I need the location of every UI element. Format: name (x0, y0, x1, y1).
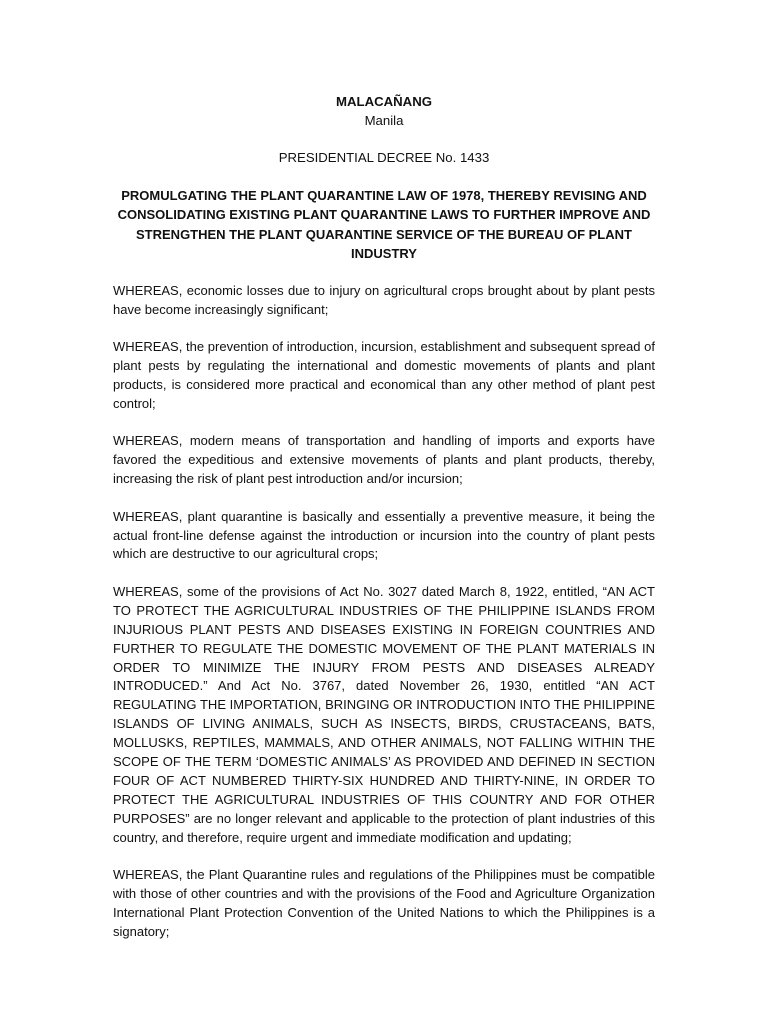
city-heading: Manila (364, 112, 404, 128)
document-page (113, 93, 655, 955)
office-heading: MALACAÑANG (336, 94, 432, 109)
whereas-paragraph-4: WHEREAS, plant quarantine is basically and essentially a preventive measure, it being the actual front-line defense against the introduction or incursion into the country of plant pests which are destructive to our agricultural crops; (113, 508, 655, 562)
whereas-paragraph-6: WHEREAS, the Plant Quarantine rules and regulations of the Philippines must be compatible with those of other countries and with the provisions of the Food and Agriculture Organization International Plant Protection Convention of the United Nations to which the Philippines is a signatory; (113, 867, 655, 939)
whereas-paragraph-2: WHEREAS, the prevention of introduction, incursion, establishment and subsequent spread of plant pests by regulating the international and domestic movements of plants and plant products, is considered more practical and economical than any other method of plant pest control; (113, 339, 655, 412)
whereas-paragraph-1: WHEREAS, economic losses due to injury on agricultural crops brought about by plant pests have become increasingly significant; (113, 283, 655, 317)
decree-title: PROMULGATING THE PLANT QUARANTINE LAW OF 1978, THEREBY REVISING AND CONSOLIDATING EXISTING PLANT QUARANTINE LAWS TO FURTHER IMPROVE AND STRENGTHEN THE PLANT QUARANTINE SERVICE OF THE BUREAU OF PLANT INDUSTRY (117, 187, 651, 261)
whereas-paragraph-5: WHEREAS, some of the provisions of Act No. 3027 dated March 8, 1922, entitled, “AN ACT TO PROTECT THE AGRICULTURAL INDUSTRIES OF THE PHILIPPINE ISLANDS FROM INJURIOUS PLANT PESTS AND DISEASES EXISTING IN FOREIGN COUNTRIES AND FURTHER TO REGULATE THE DOMESTIC MOVEMENT OF THE PLANT MATERIALS IN ORDER TO MINIMIZE THE INJURY FROM PESTS AND DISEASES ALREADY INTRODUCED.” And Act No. 3767, dated November 26, 1930, entitled “AN ACT REGULATING THE IMPORTATION, BRINGING OR INTRODUCTION INTO THE PHILIPPINE ISLANDS OF LIVING ANIMALS, SUCH AS INSECTS, BIRDS, CRUSTACEANS, BATS, MOLLUSKS, REPTILES, MAMMALS, AND OTHER ANIMALS, NOT FALLING WITHIN THE SCOPE OF THE TERM ‘DOMESTIC ANIMALS’ AS PROVIDED AND DEFINED IN SECTION FOUR OF ACT NUMBERED THIRTY-SIX HUNDRED AND THIRTY-NINE, IN ORDER TO PROTECT THE AGRICULTURAL INDUSTRIES OF THIS COUNTRY AND FOR OTHER PURPOSES” are no longer relevant and applicable to the protection of plant industries of this country, and therefore, require urgent and immediate modification and updating; (113, 583, 655, 845)
whereas-paragraph-3: WHEREAS, modern means of transportation and handling of imports and exports have favored the expeditious and extensive movements of plants and plant products, thereby, increasing the risk of plant pest introduction and/or incursion; (113, 433, 655, 487)
decree-number: PRESIDENTIAL DECREE No. 1433 (278, 150, 490, 165)
